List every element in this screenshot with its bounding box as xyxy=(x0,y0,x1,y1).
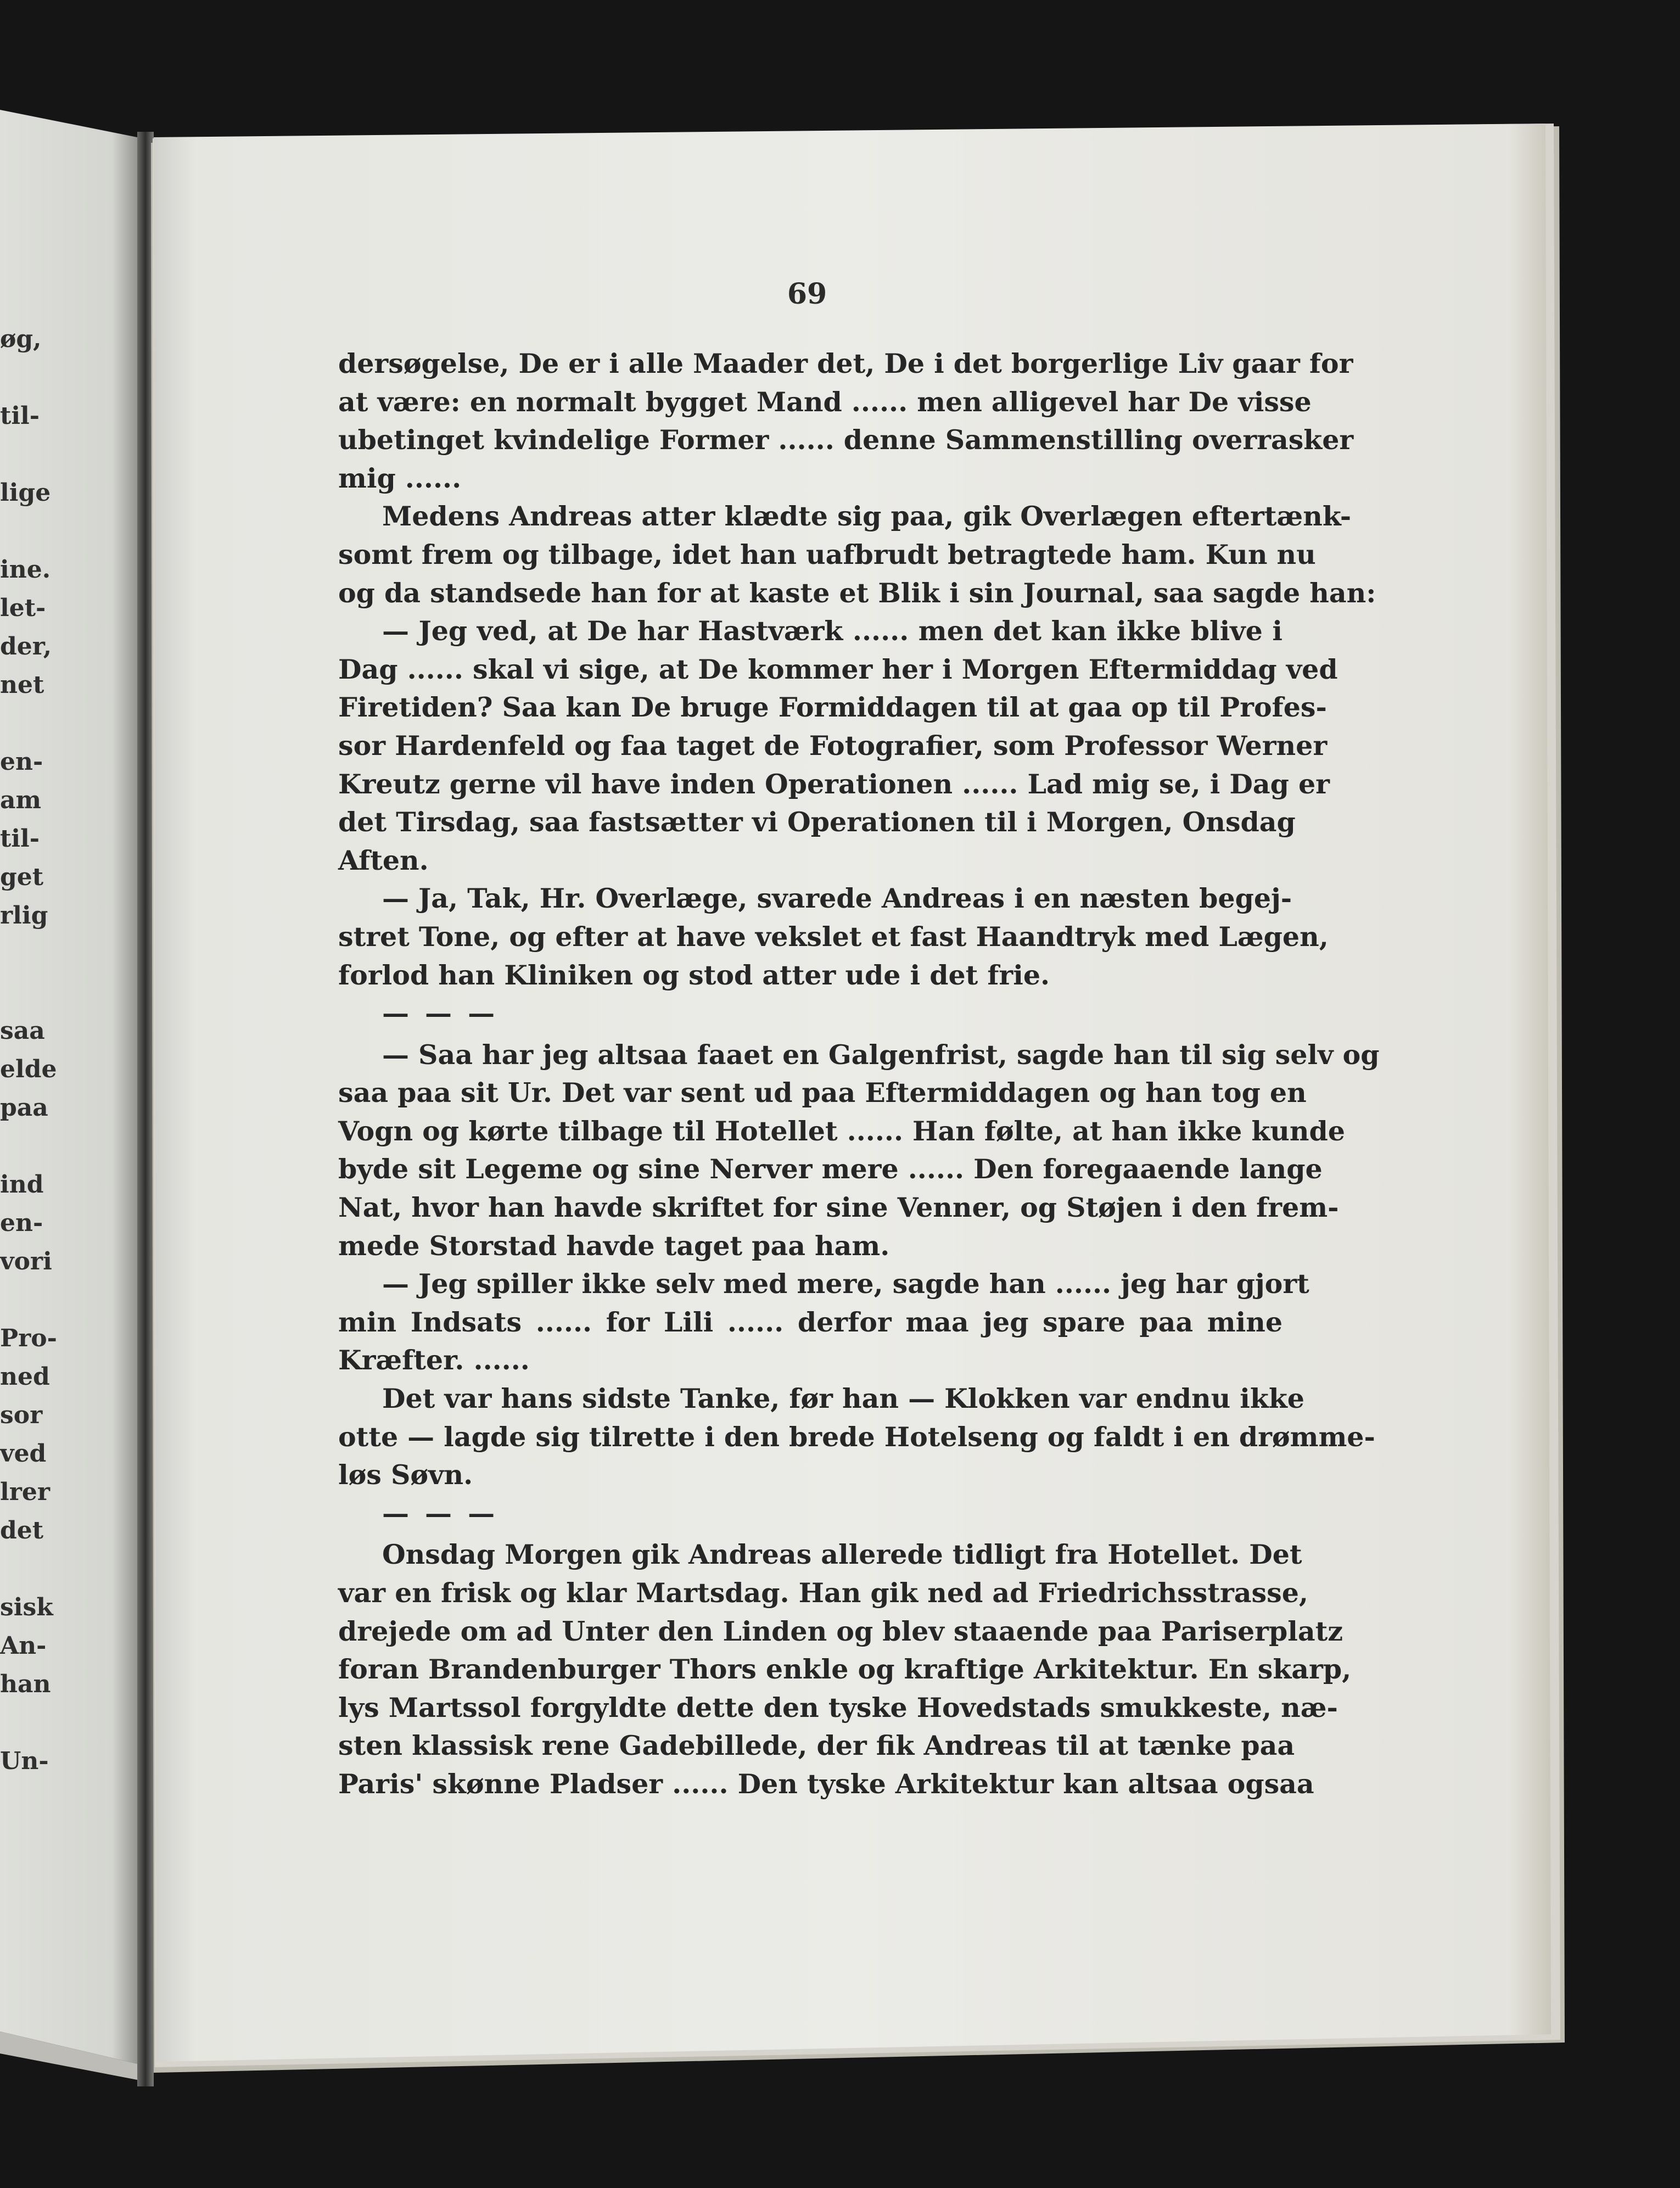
paragraph xyxy=(338,1380,1375,1495)
left-edge-fragment: en- xyxy=(0,1209,43,1237)
left-edge-fragment: saa xyxy=(0,1017,45,1045)
left-edge-fragment: am xyxy=(0,786,42,814)
text-line: Kreutz gerne vil have inden Operationen ...... Lad mig se, i Dag er xyxy=(338,768,1330,800)
left-edge-fragment: ind xyxy=(0,1171,44,1199)
left-edge-fragment: Un- xyxy=(0,1747,49,1775)
left-edge-fragment: An- xyxy=(0,1632,47,1660)
text-line: — Jeg spiller ikke selv med mere, sagde han ...... jeg har gjort xyxy=(382,1268,1309,1300)
left-edge-fragment: han xyxy=(0,1670,51,1698)
left-edge-fragment: lrer xyxy=(0,1478,51,1506)
text-line: var en frisk og klar Martsdag. Han gik ned ad Friedrichsstrasse, xyxy=(338,1577,1308,1609)
paragraph xyxy=(338,1036,1380,1266)
paragraph xyxy=(338,612,1338,880)
left-edge-fragment: det xyxy=(0,1517,44,1545)
left-edge-fragment: get xyxy=(0,863,44,891)
text-line: at være: en normalt bygget Mand ...... men alligevel har De visse xyxy=(338,385,1312,418)
paragraph xyxy=(338,880,1329,994)
text-line: foran Brandenburger Thors enkle og kraftige Arkitektur. En skarp, xyxy=(338,1653,1352,1686)
text-line: mig ...... xyxy=(338,462,462,494)
text-line: ubetinget kvindelige Former ...... denne Sammenstilling overrasker xyxy=(338,424,1354,456)
text-line: — Ja, Tak, Hr. Overlæge, svarede Andreas i en næsten begej- xyxy=(382,882,1292,915)
text-line: somt frem og tilbage, idet han uafbrudt betragtede ham. Kun nu xyxy=(338,538,1316,570)
text-line: dersøgelse, De er i alle Maader det, De i det borgerlige Liv gaar for xyxy=(338,348,1353,379)
text-line: forlod han Kliniken og stod atter ude i det frie. xyxy=(338,959,1050,991)
paragraph xyxy=(338,345,1354,497)
text-line: saa paa sit Ur. Det var sent ud paa Eftermiddagen og han tog en xyxy=(338,1077,1307,1109)
text-line: drejede om ad Unter den Linden og blev staaende paa Pariserplatz xyxy=(338,1615,1343,1647)
text-line: Nat, hvor han havde skriftet for sine Venner, og Støjen i den frem- xyxy=(338,1191,1339,1224)
left-edge-fragment: der, xyxy=(0,633,52,661)
text-line: sor Hardenfeld og faa taget de Fotografier, som Professor Werner xyxy=(338,729,1328,762)
text-line: min Indsats ...... for Lili ...... derfor maa jeg spare paa mine xyxy=(338,1306,1283,1338)
left-edge-fragment: øg, xyxy=(0,325,42,353)
left-edge-fragment: til- xyxy=(0,825,40,853)
left-edge-fragment: rlig xyxy=(0,902,48,930)
left-edge-fragment: ine. xyxy=(0,556,51,584)
left-edge-fragment: paa xyxy=(0,1094,48,1122)
text-line: det Tirsdag, saa fastsætter vi Operationen til i Morgen, Onsdag xyxy=(338,806,1296,838)
left-edge-fragment: ved xyxy=(0,1440,47,1468)
text-line: Aften. xyxy=(338,844,429,876)
left-edge-fragment: en- xyxy=(0,748,43,776)
left-edge-fragment: lige xyxy=(0,479,51,507)
text-line: Det var hans sidste Tanke, før han — Klokken var endnu ikke xyxy=(382,1383,1304,1415)
left-edge-fragment: let- xyxy=(0,594,46,622)
text-line: løs Søvn. xyxy=(338,1459,473,1491)
left-edge-fragment: ned xyxy=(0,1363,50,1391)
text-line: otte — lagde sig tilrette i den brede Hotelseng og faldt i en drømme- xyxy=(338,1420,1375,1453)
text-line: lys Martssol forgyldte dette den tyske Hovedstads smukkeste, næ- xyxy=(338,1691,1338,1723)
left-edge-fragment: net xyxy=(0,671,44,699)
left-edge-fragment: vori xyxy=(0,1247,52,1275)
text-line: stret Tone, og efter at have vekslet et fast Haandtryk med Lægen, xyxy=(338,920,1329,953)
text-line: mede Storstad havde taget paa ham. xyxy=(338,1229,890,1262)
text-line: — Jeg ved, at De har Hastværk ...... men det kan ikke blive i xyxy=(382,615,1283,647)
paragraph xyxy=(338,1265,1309,1380)
paragraph xyxy=(338,1536,1352,1803)
text-line: Paris' skønne Pladser ...... Den tyske Arkitektur kan altsaa ogsaa xyxy=(338,1767,1314,1800)
page-body-text xyxy=(338,345,1380,1804)
text-line: Vogn og kørte tilbage til Hotellet ...... Han følte, at han ikke kunde xyxy=(338,1115,1345,1147)
text-line: Kræfter. ...... xyxy=(338,1344,530,1376)
text-line: Onsdag Morgen gik Andreas allerede tidligt fra Hotellet. Det xyxy=(382,1538,1302,1571)
text-line: Firetiden? Saa kan De bruge Formiddagen til at gaa op til Profes- xyxy=(338,691,1327,724)
left-edge-fragment: sor xyxy=(0,1401,43,1429)
text-line: og da standsede han for at kaste et Blik i sin Journal, saa sagde han: xyxy=(338,577,1376,609)
text-line: Dag ...... skal vi sige, at De kommer her i Morgen Eftermiddag ved xyxy=(338,653,1338,685)
page-number: 69 xyxy=(787,277,827,311)
text-line: sten klassisk rene Gadebillede, der fik Andreas til at tænke paa xyxy=(338,1730,1295,1762)
section-separator: — — — xyxy=(382,997,499,1029)
text-line: Medens Andreas atter klædte sig paa, gik Overlægen eftertænk- xyxy=(382,500,1352,533)
left-edge-fragment: Pro- xyxy=(0,1324,57,1352)
text-line: byde sit Legeme og sine Nerver mere ...... Den foregaaende lange xyxy=(338,1153,1323,1185)
left-edge-fragment: elde xyxy=(0,1055,57,1083)
text-line: — Saa har jeg altsaa faaet en Galgenfrist, sagde han til sig selv og xyxy=(382,1038,1380,1071)
paragraph xyxy=(338,497,1376,612)
left-edge-fragment: sisk xyxy=(0,1593,53,1621)
left-edge-fragment: til- xyxy=(0,402,40,430)
section-separator: — — — xyxy=(382,1497,499,1529)
